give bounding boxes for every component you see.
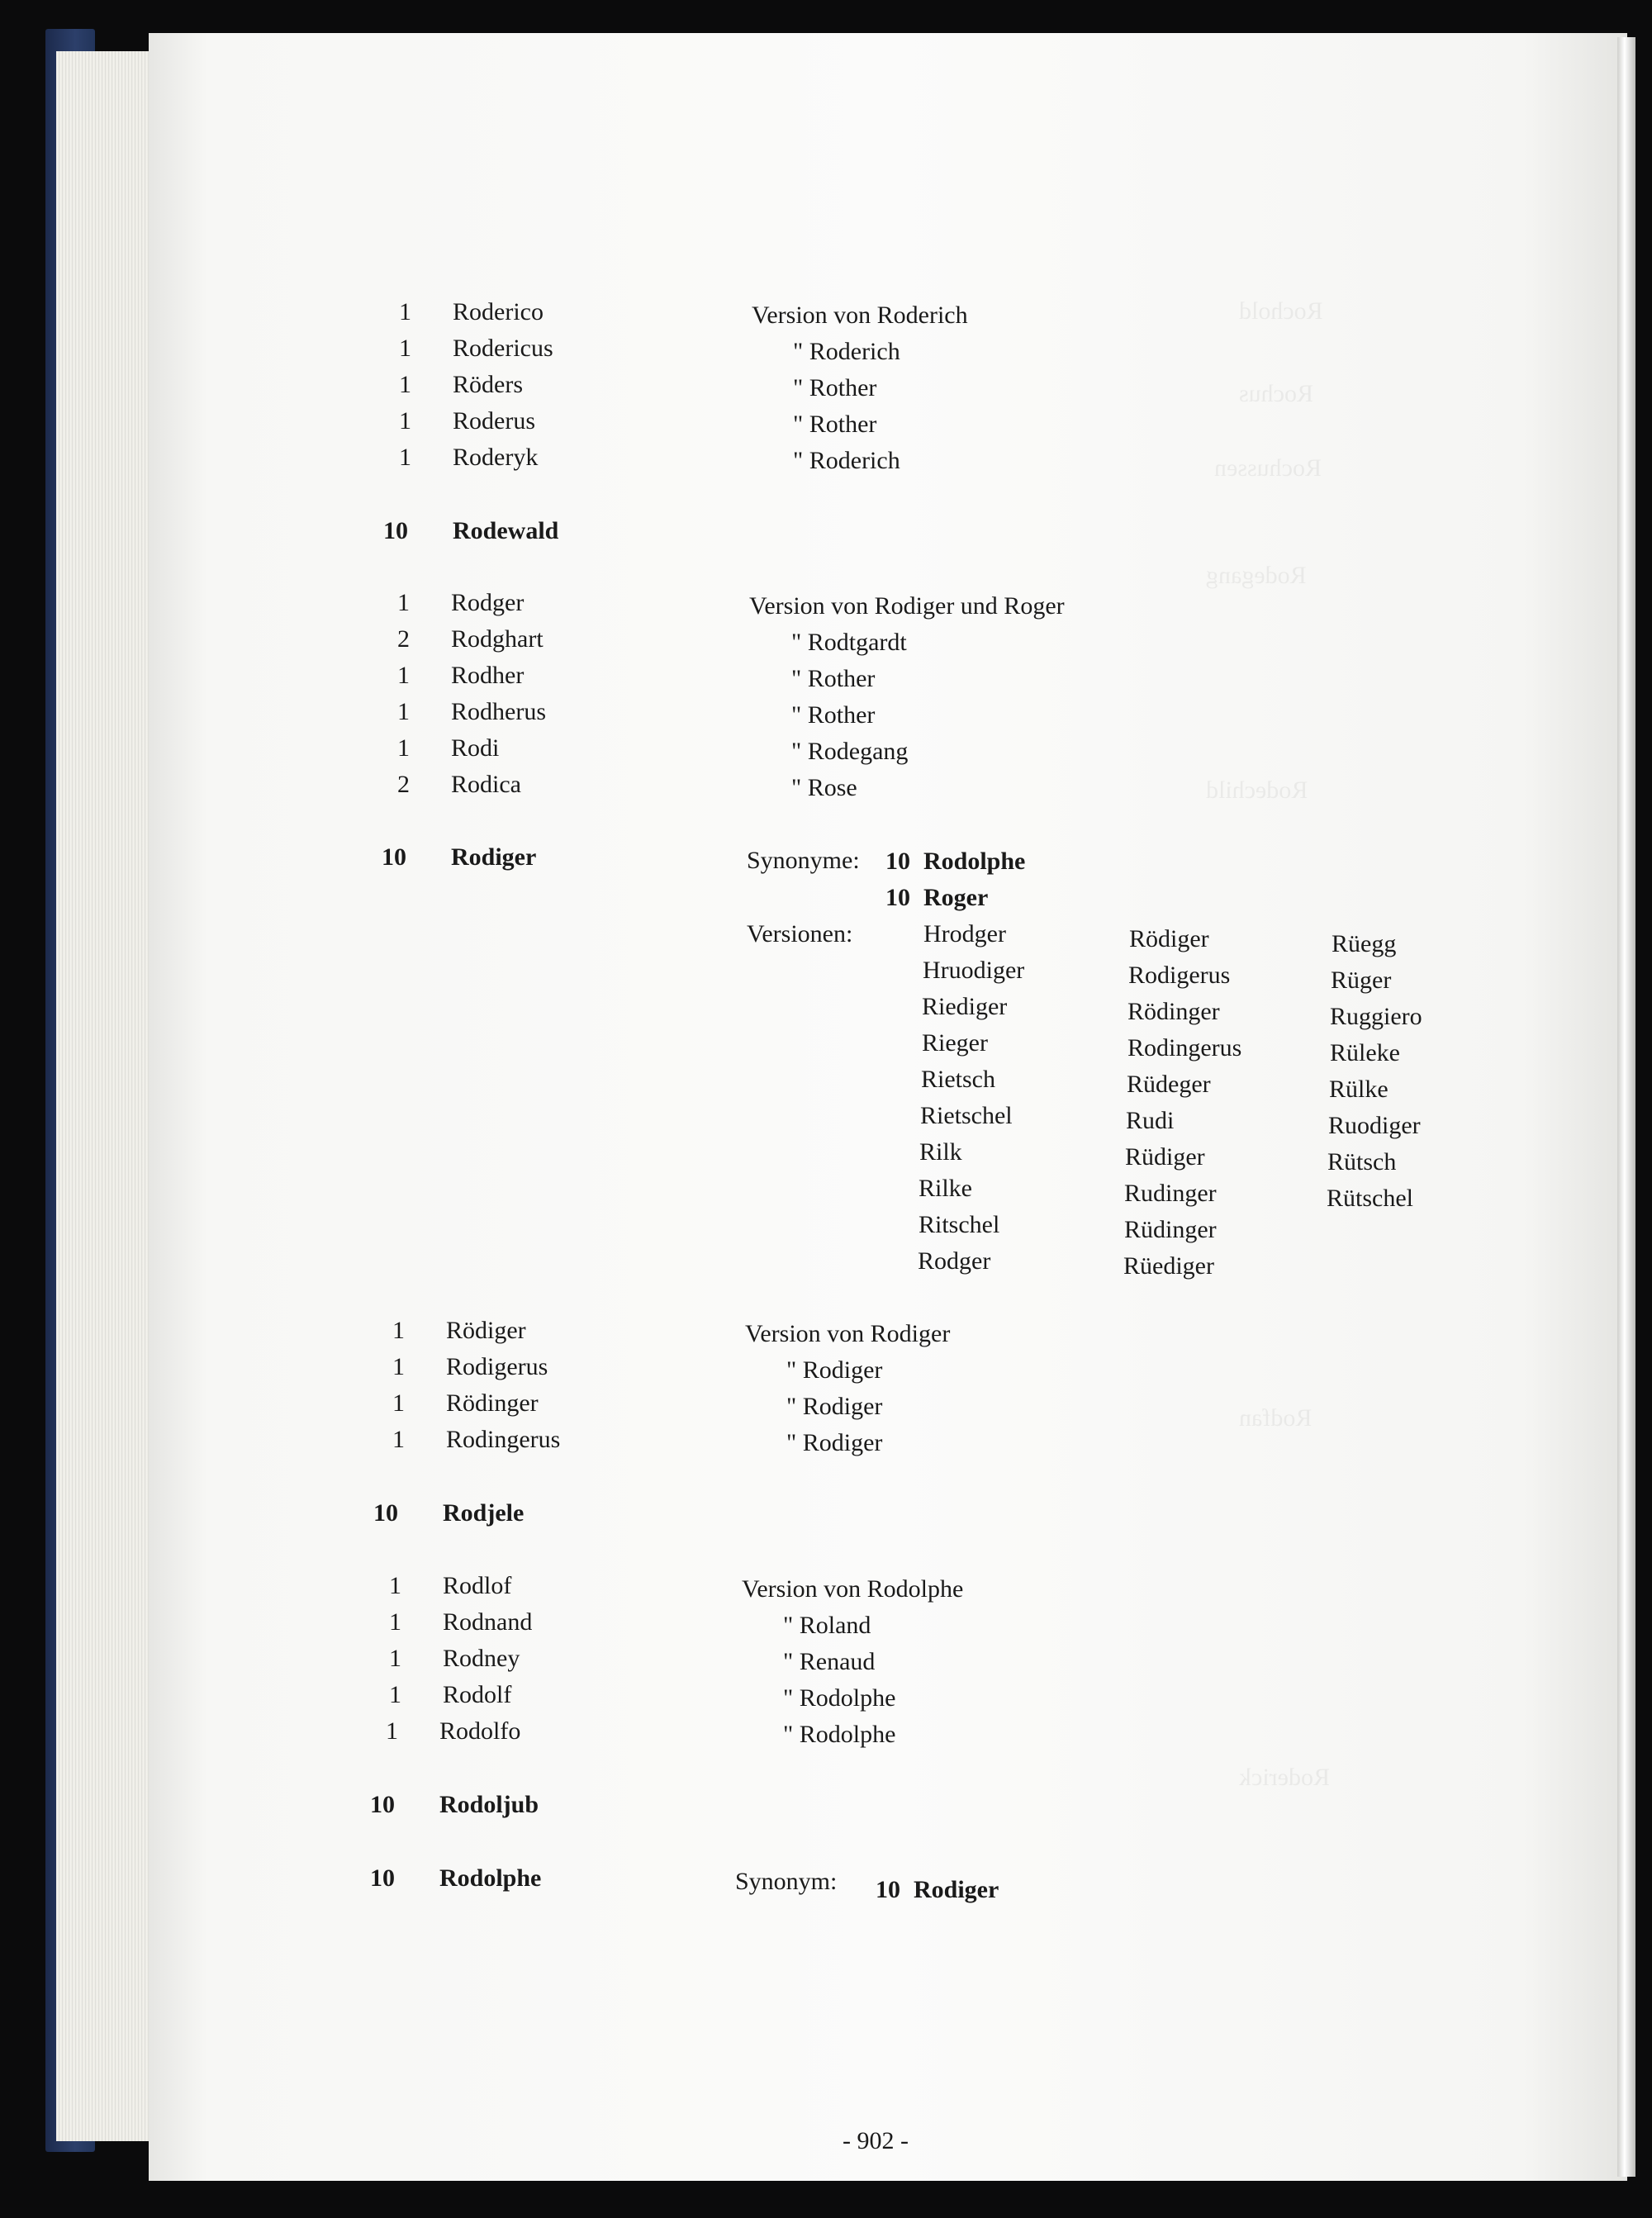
- entry-name: Rodherus: [451, 698, 546, 725]
- entry-name: Rodlof: [443, 1572, 512, 1599]
- entry-name: Rodica: [451, 771, 521, 798]
- entry-description: " Renaud: [783, 1648, 876, 1675]
- entry-description: Version von Roderich: [752, 302, 968, 329]
- entry-name: Röders: [453, 371, 523, 398]
- version-name: Rödinger: [1127, 998, 1220, 1025]
- entry-description: " Rose: [791, 774, 857, 801]
- entry-description: " Rother: [791, 701, 876, 729]
- entry-name: Rodewald: [453, 517, 559, 544]
- entry-description: Synonym:: [735, 1868, 838, 1895]
- entry-number: 2: [397, 625, 410, 653]
- entry-number: 1: [397, 734, 410, 762]
- entry-description: " Rodolphe: [783, 1721, 896, 1748]
- entry-number: 2: [397, 771, 410, 798]
- versions-label: Versionen:: [747, 920, 853, 948]
- entry-name: Rodolf: [443, 1681, 512, 1708]
- entry-name: Rodiger: [451, 843, 537, 871]
- entry-number: 1: [392, 1353, 405, 1380]
- entry-name: Rodney: [443, 1645, 520, 1672]
- version-name: Rodingerus: [1127, 1034, 1242, 1062]
- entry-description: " Roland: [783, 1612, 871, 1639]
- entry-description: " Rodiger: [786, 1393, 883, 1420]
- synonym-number: 10: [885, 848, 910, 875]
- version-name: Rietschel: [920, 1102, 1013, 1129]
- entry-number: 1: [389, 1681, 401, 1708]
- version-name: Rieger: [922, 1029, 988, 1057]
- version-name: Rütschel: [1327, 1185, 1413, 1212]
- entry-number: 1: [392, 1317, 405, 1344]
- page-edges: [56, 51, 164, 2141]
- show-through: Roderick: [1239, 1764, 1330, 1791]
- entry-description: Version von Rodiger: [745, 1320, 951, 1347]
- entry-description: " Rodtgardt: [791, 629, 907, 656]
- entry-name: Rodigerus: [446, 1353, 548, 1380]
- entry-number: 1: [389, 1608, 401, 1636]
- entry-name: Rodghart: [451, 625, 544, 653]
- page-number: - 902 -: [843, 2127, 909, 2154]
- show-through: Rochus: [1239, 380, 1313, 407]
- version-name: Rüger: [1331, 967, 1392, 994]
- show-through: Rodfan: [1239, 1404, 1313, 1432]
- version-name: Hruodiger: [923, 957, 1025, 984]
- version-name: Rudi: [1126, 1107, 1175, 1134]
- entry-name: Rödinger: [446, 1389, 539, 1417]
- version-name: Rietsch: [921, 1066, 995, 1093]
- entry-name: Rodnand: [443, 1608, 533, 1636]
- entry-description: Version von Rodolphe: [742, 1575, 964, 1603]
- entry-name: Rodjele: [443, 1499, 525, 1527]
- entry-number: 1: [397, 698, 410, 725]
- entry-number: 1: [392, 1389, 405, 1417]
- entry-name: Rodoljub: [439, 1791, 539, 1818]
- synonym-number: 10: [885, 884, 910, 911]
- version-name: Rodger: [918, 1247, 991, 1275]
- version-name: Rödiger: [1129, 925, 1209, 952]
- entry-description: " Rodiger: [786, 1429, 883, 1456]
- entry-description: " Roderich: [793, 338, 900, 365]
- entry-number: 1: [389, 1572, 401, 1599]
- show-through: Rochold: [1239, 297, 1323, 325]
- version-name: Rüleke: [1330, 1039, 1400, 1066]
- version-name: Rilke: [919, 1175, 972, 1202]
- version-name: Hrodger: [923, 920, 1006, 948]
- entry-name: Rodi: [451, 734, 500, 762]
- show-through: Rochussen: [1214, 454, 1322, 482]
- entry-name: Rödiger: [446, 1317, 526, 1344]
- entry-description: " Rodiger: [786, 1356, 883, 1384]
- version-name: Ritschel: [919, 1211, 1000, 1238]
- version-name: Rüdeger: [1127, 1071, 1211, 1098]
- version-name: Rütsch: [1327, 1148, 1397, 1175]
- entry-number: 10: [370, 1791, 395, 1818]
- entry-number: 1: [392, 1426, 405, 1453]
- entry-number: 10: [383, 517, 408, 544]
- show-through: Rodegang: [1206, 562, 1307, 589]
- entry-number: 1: [399, 371, 411, 398]
- entry-description: " Rodolphe: [783, 1684, 896, 1712]
- version-name: Rodigerus: [1128, 962, 1231, 989]
- entry-name: Rodericus: [453, 335, 553, 362]
- entry-description: " Rother: [793, 374, 877, 401]
- entry-description: " Rodegang: [791, 738, 909, 765]
- entry-description: Synonyme:: [747, 847, 860, 874]
- entry-name: Rodolphe: [439, 1864, 542, 1892]
- version-name: Ruggiero: [1330, 1003, 1422, 1030]
- version-name: Rüegg: [1332, 930, 1397, 957]
- entry-number: 1: [389, 1645, 401, 1672]
- entry-name: Rodger: [451, 589, 525, 616]
- entry-name: Rodingerus: [446, 1426, 561, 1453]
- entry-number: 1: [399, 298, 411, 325]
- synonym-name: Rodiger: [914, 1876, 999, 1903]
- page-gutter: [1617, 37, 1635, 2177]
- entry-number: 10: [373, 1499, 398, 1527]
- entry-name: Roderyk: [453, 444, 539, 471]
- entry-number: 1: [386, 1717, 398, 1745]
- entry-description: " Rother: [793, 411, 877, 438]
- synonym-name: Roger: [923, 884, 989, 911]
- version-name: Rudinger: [1124, 1180, 1217, 1207]
- entry-description: " Roderich: [793, 447, 900, 474]
- version-name: Ruodiger: [1328, 1112, 1421, 1139]
- entry-name: Rodolfo: [439, 1717, 521, 1745]
- version-name: Rüdinger: [1124, 1216, 1217, 1243]
- entry-number: 10: [370, 1864, 395, 1892]
- version-name: Rülke: [1329, 1076, 1389, 1103]
- version-name: Rüediger: [1123, 1252, 1214, 1280]
- entry-number: 10: [382, 843, 406, 871]
- entry-number: 1: [399, 444, 411, 471]
- entry-number: 1: [399, 335, 411, 362]
- entry-name: Rodher: [451, 662, 525, 689]
- entry-description: Version von Rodiger und Roger: [749, 592, 1065, 620]
- synonym-number: 10: [876, 1876, 900, 1903]
- entry-number: 1: [397, 662, 410, 689]
- show-through: Rodechild: [1206, 777, 1308, 804]
- entry-description: " Rother: [791, 665, 876, 692]
- entry-name: Roderico: [453, 298, 544, 325]
- version-name: Rüdiger: [1125, 1143, 1205, 1171]
- entry-name: Roderus: [453, 407, 535, 435]
- synonym-name: Rodolphe: [923, 848, 1026, 875]
- version-name: Riediger: [922, 993, 1008, 1020]
- version-name: Rilk: [919, 1138, 962, 1166]
- entry-number: 1: [399, 407, 411, 435]
- entry-number: 1: [397, 589, 410, 616]
